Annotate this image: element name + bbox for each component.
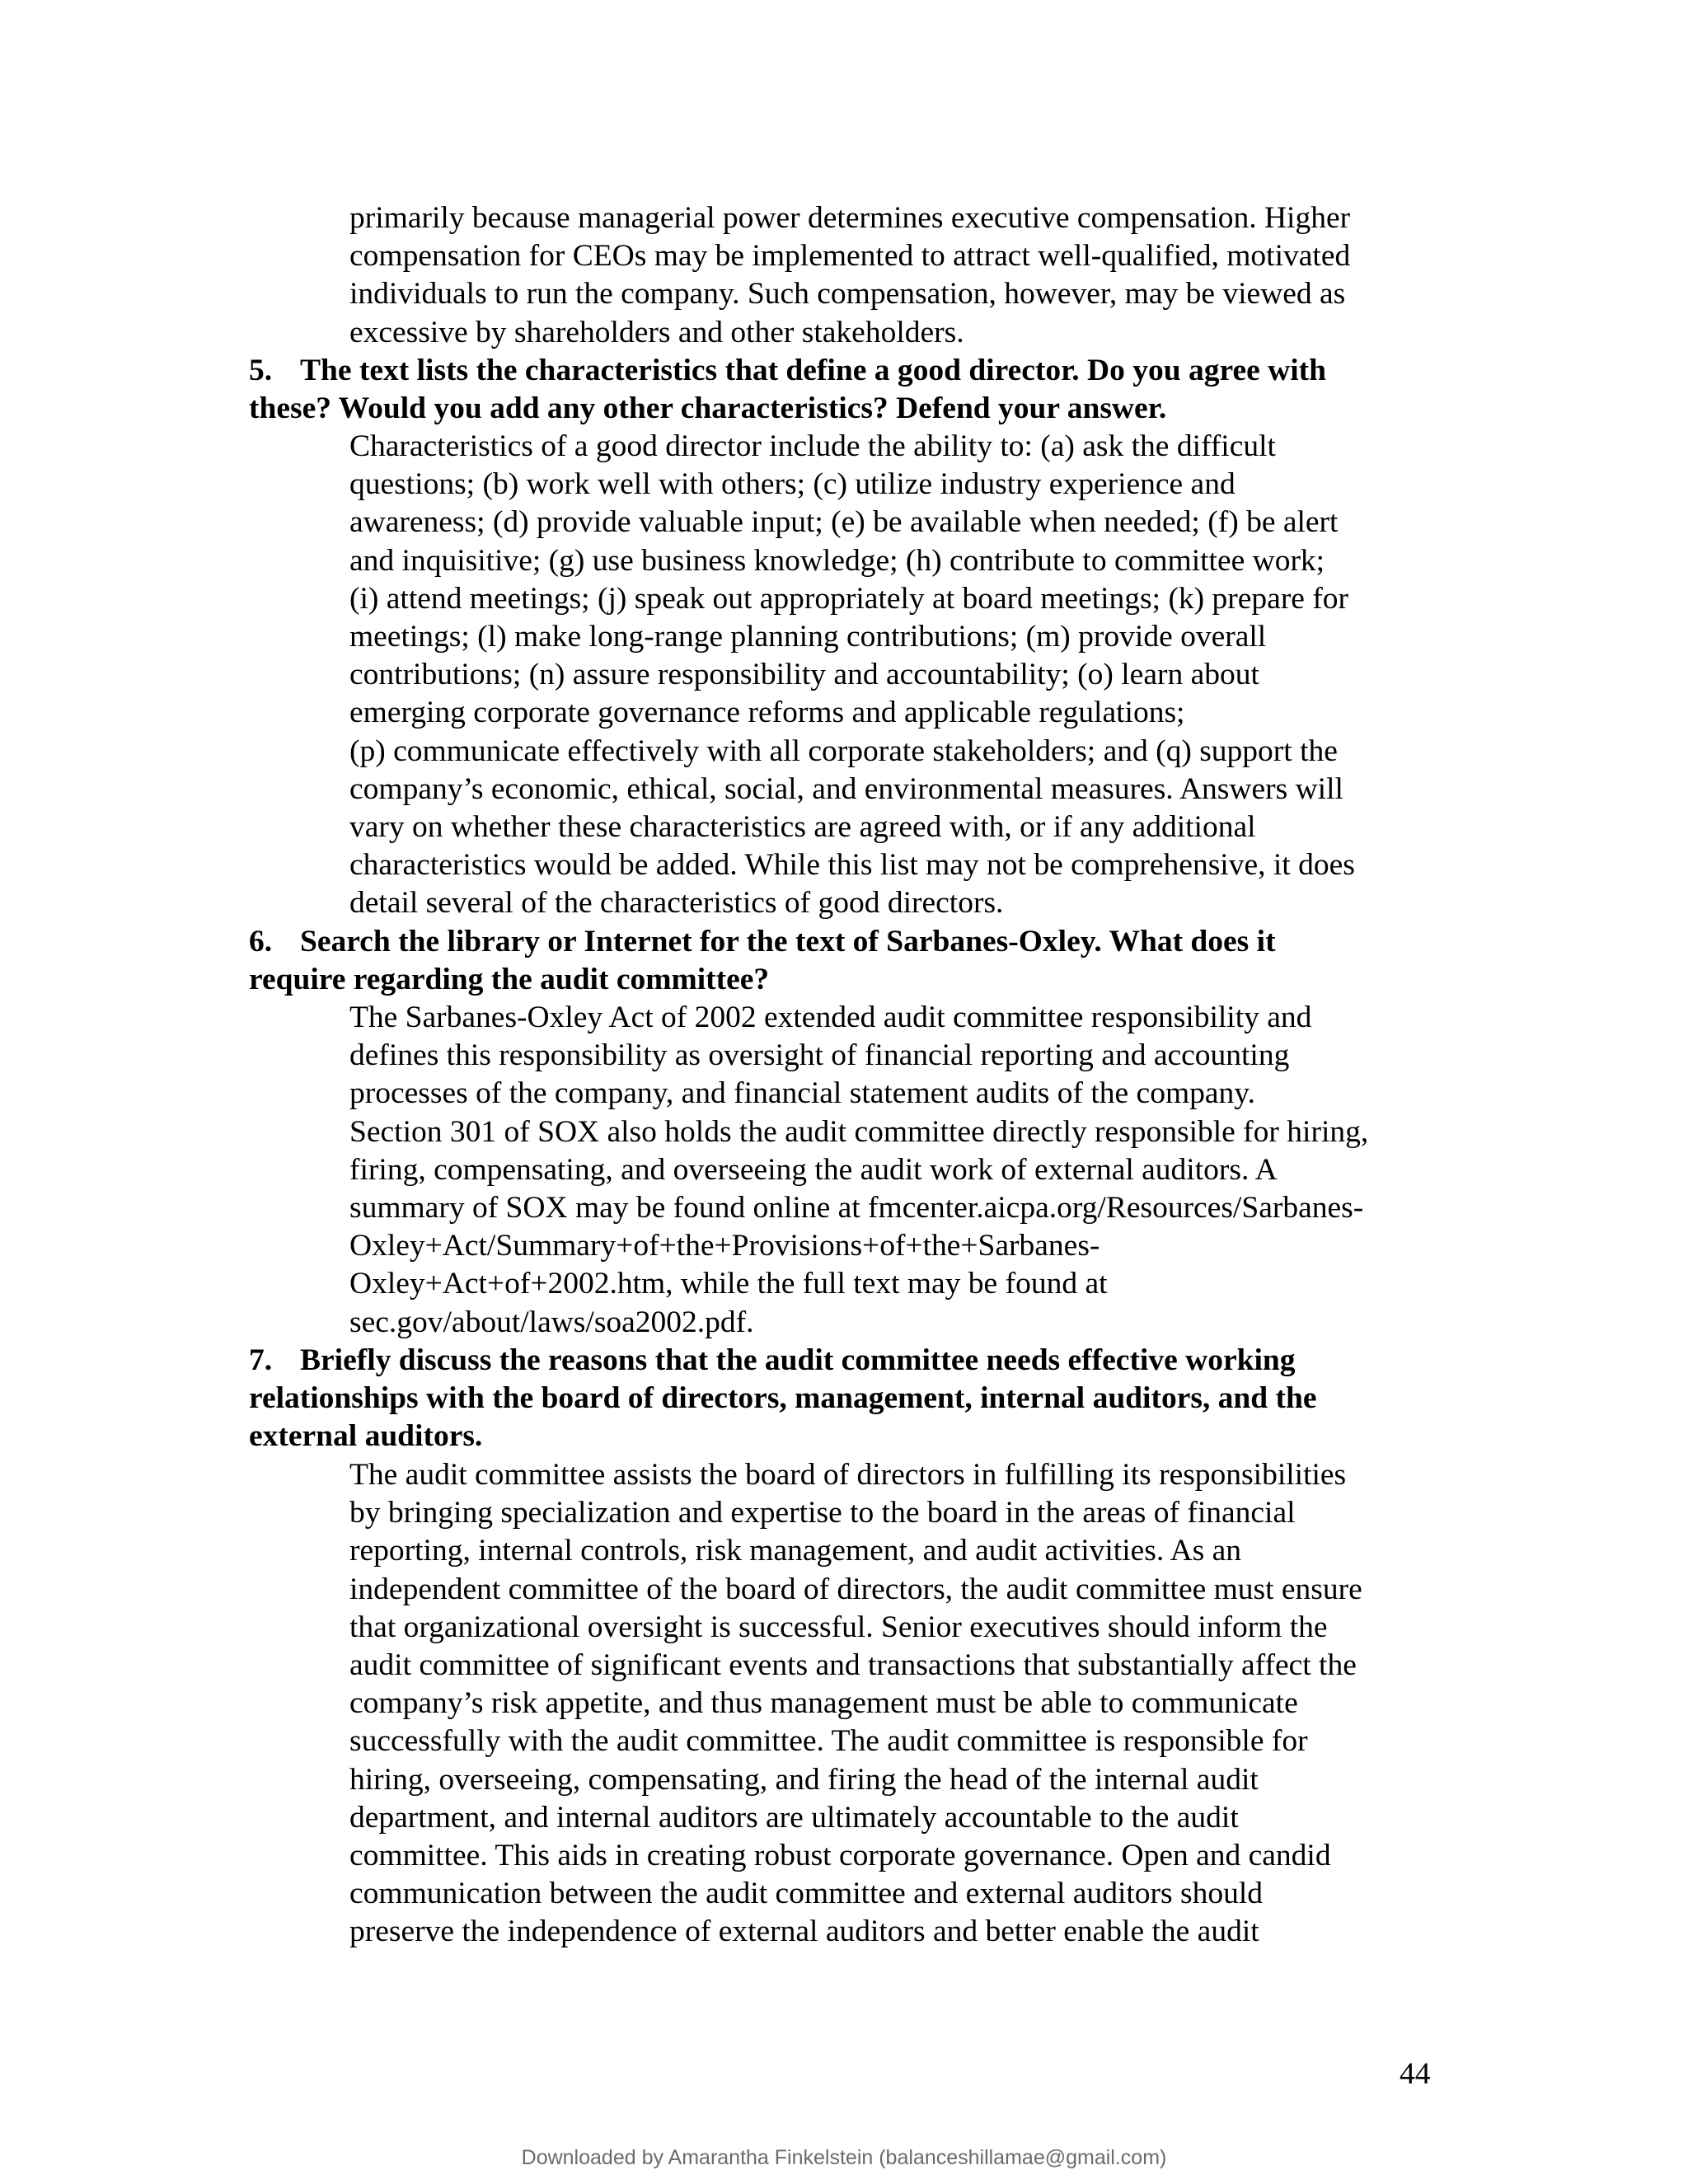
- text-line: defines this responsibility as oversight of financial reporting and accounting: [349, 1038, 1290, 1073]
- text-line: emerging corporate governance reforms and applicable regulations;: [349, 696, 1185, 730]
- text-line: Oxley+Act/Summary+of+the+Provisions+of+the+Sarbanes-: [349, 1229, 1100, 1263]
- question-number: 7.: [249, 1343, 273, 1377]
- text-line: firing, compensating, and overseeing the audit work of external auditors. A: [349, 1152, 1278, 1187]
- text-line: characteristics would be added. While this list may not be comprehensive, it does: [349, 848, 1355, 883]
- question-line: these? Would you add any other characteristics? Defend your answer.: [249, 391, 1167, 426]
- question-line: [249, 1342, 1317, 1380]
- question-line: require regarding the audit committee?: [249, 963, 770, 997]
- text-line: that organizational oversight is successful. Senior executives should inform the: [349, 1610, 1328, 1644]
- text-line: and inquisitive; (g) use business knowledge; (h) contribute to committee work;: [349, 543, 1325, 578]
- question-text: Briefly discuss the reasons that the audit committee needs effective working: [300, 1343, 1296, 1377]
- text-line: individuals to run the company. Such compensation, however, may be viewed as: [349, 277, 1346, 312]
- text-line: The audit committee assists the board of directors in fulfilling its responsibilities: [349, 1458, 1347, 1492]
- answer-7: [349, 1456, 1362, 1951]
- text-line: processes of the company, and financial statement audits of the company.: [349, 1076, 1255, 1111]
- text-line: audit committee of significant events and transactions that substantially affect the: [349, 1647, 1357, 1682]
- text-line: awareness; (d) provide valuable input; (e) be available when needed; (f) be alert: [349, 505, 1339, 540]
- text-line: questions; (b) work well with others; (c) utilize industry experience and: [349, 467, 1236, 502]
- text-line: by bringing specialization and expertise to the board in the areas of financial: [349, 1496, 1296, 1530]
- text-line: department, and internal auditors are ultimately accountable to the audit: [349, 1800, 1239, 1835]
- text-line: company’s economic, ethical, social, and environmental measures. Answers will: [349, 771, 1343, 806]
- text-line: primarily because managerial power determines executive compensation. Higher: [349, 201, 1351, 235]
- text-line: compensation for CEOs may be implemented to attract well-qualified, motivated: [349, 239, 1351, 274]
- text-line: contributions; (n) assure responsibility and accountability; (o) learn about: [349, 658, 1259, 692]
- text-line: reporting, internal controls, risk management, and audit activities. As an: [349, 1534, 1242, 1568]
- question-6: [249, 923, 1276, 999]
- text-line: meetings; (l) make long-range planning contributions; (m) provide overall: [349, 619, 1267, 654]
- text-line: The Sarbanes-Oxley Act of 2002 extended audit committee responsibility and: [349, 1001, 1312, 1034]
- download-footer: Downloaded by Amarantha Finkelstein (balanceshillamae@gmail.com): [521, 2146, 1167, 2169]
- answer-6: [349, 999, 1368, 1342]
- answer-5: [349, 428, 1355, 922]
- question-7: [249, 1342, 1317, 1456]
- question-text: Search the library or Internet for the text of Sarbanes-Oxley. What does it: [300, 925, 1276, 958]
- question-line: [249, 923, 1276, 961]
- question-line: relationships with the board of directors, management, internal auditors, and the: [249, 1381, 1317, 1416]
- text-line: excessive by shareholders and other stakeholders.: [349, 315, 964, 349]
- intro-answer: [349, 199, 1350, 352]
- text-line: successfully with the audit committee. The audit committee is responsible for: [349, 1724, 1308, 1759]
- question-5: [249, 352, 1326, 428]
- text-line: vary on whether these characteristics are agreed with, or if any additional: [349, 809, 1256, 844]
- text-line: Section 301 of SOX also holds the audit committee directly responsible for hiring,: [349, 1114, 1369, 1149]
- question-number: 5.: [249, 354, 273, 387]
- question-line: external auditors.: [249, 1419, 483, 1454]
- text-line: Oxley+Act+of+2002.htm, while the full text may be found at: [349, 1267, 1108, 1301]
- text-line: committee. This aids in creating robust corporate governance. Open and candid: [349, 1838, 1331, 1872]
- text-line: sec.gov/about/laws/soa2002.pdf.: [349, 1305, 754, 1339]
- text-line: preserve the independence of external auditors and better enable the audit: [349, 1915, 1259, 1949]
- question-number: 6.: [249, 925, 273, 958]
- page-number: 44: [1400, 2057, 1431, 2091]
- question-line: [249, 352, 1326, 390]
- text-line: communication between the audit committee and external auditors should: [349, 1877, 1264, 1911]
- text-line: detail several of the characteristics of good directors.: [349, 886, 1004, 921]
- text-line: independent committee of the board of directors, the audit committee must ensure: [349, 1572, 1362, 1606]
- question-text: The text lists the characteristics that define a good director. Do you agree with: [300, 354, 1326, 387]
- text-line: (i) attend meetings; (j) speak out appropriately at board meetings; (k) prepare for: [349, 581, 1349, 616]
- text-line: hiring, overseeing, compensating, and firing the head of the internal audit: [349, 1762, 1259, 1797]
- text-line: company’s risk appetite, and thus management must be able to communicate: [349, 1686, 1298, 1721]
- text-line: Characteristics of a good director include the ability to: (a) ask the difficult: [349, 429, 1276, 463]
- text-line: (p) communicate effectively with all corporate stakeholders; and (q) support the: [349, 733, 1338, 768]
- text-line: summary of SOX may be found online at fmcenter.aicpa.org/Resources/Sarbanes-: [349, 1190, 1364, 1225]
